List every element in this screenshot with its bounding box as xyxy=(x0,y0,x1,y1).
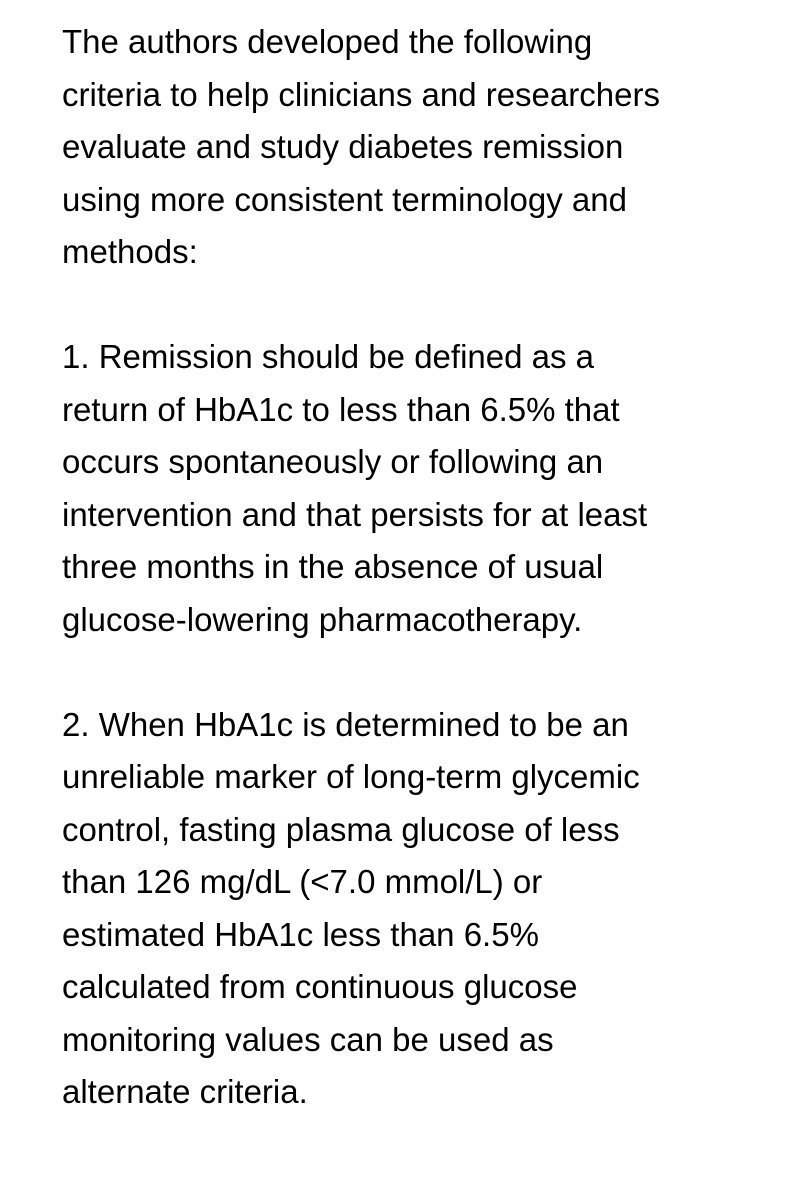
paragraph-gap xyxy=(62,646,761,699)
text-line: control, fasting plasma glucose of less xyxy=(62,810,620,848)
text-line: calculated from continuous glucose xyxy=(62,968,578,1005)
text-line: three months in the absence of usual xyxy=(62,548,604,585)
criterion-2-paragraph xyxy=(62,699,761,1119)
paragraph-gap xyxy=(62,279,761,332)
text-line: The authors developed the following xyxy=(62,23,593,60)
text-line: intervention and that persists for at least xyxy=(62,495,648,533)
text-line: alternate criteria. xyxy=(62,1073,308,1110)
text-line: than 126 mg/dL (<7.0 mmol/L) or xyxy=(62,863,543,900)
text-line: criteria to help clinicians and researchers xyxy=(62,75,660,113)
text-line: 1. Remission should be defined as a xyxy=(62,338,594,375)
text-line: unreliable marker of long-term glycemic xyxy=(62,758,640,795)
text-line: evaluate and study diabetes remission xyxy=(62,128,624,165)
text-line: monitoring values can be used as xyxy=(62,1020,554,1058)
criterion-1-paragraph xyxy=(62,331,761,646)
intro-paragraph xyxy=(62,16,761,279)
text-line: methods: xyxy=(62,233,198,270)
text-line: using more consistent terminology and xyxy=(62,180,627,218)
text-line: estimated HbA1c less than 6.5% xyxy=(62,915,539,953)
text-line: occurs spontaneously or following an xyxy=(62,443,604,480)
text-line: glucose-lowering pharmacotherapy. xyxy=(62,600,583,638)
text-line: return of HbA1c to less than 6.5% that xyxy=(62,390,620,428)
text-line: 2. When HbA1c is determined to be an xyxy=(62,705,629,743)
